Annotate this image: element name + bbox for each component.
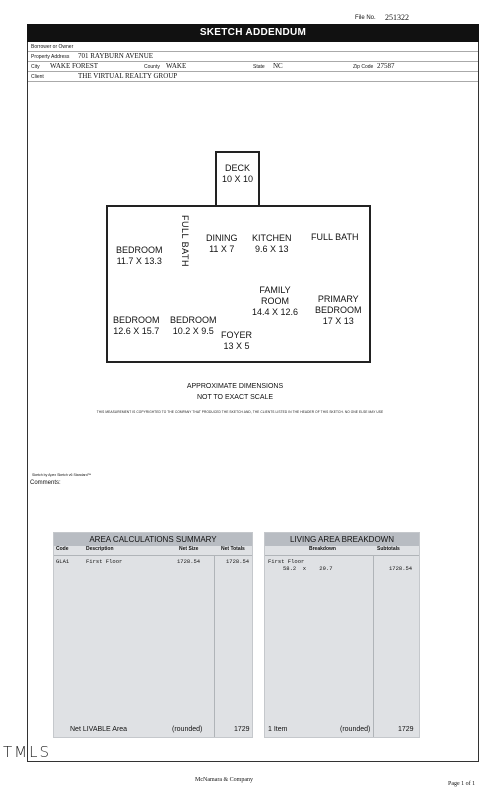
client-row [28,72,478,82]
totals-divider [214,555,215,737]
breakdown-calc: 58.2 x 29.7 [283,565,333,572]
room-primary-bedroom: PRIMARY BEDROOM 17 X 13 [315,294,362,326]
property-row [28,52,478,62]
page-title: SKETCH ADDENDUM [27,24,479,42]
county-value: WAKE [166,62,187,70]
comments-label: Comments: [30,480,61,486]
col-breakdown: Breakdown [309,546,336,552]
area-calculations-panel [53,532,253,738]
client-value: THE VIRTUAL REALTY GROUP [78,72,178,80]
floor-plan [106,205,371,363]
file-no-label: File No. [355,15,376,21]
col-net-totals: Net Totals [221,546,245,552]
county-label: County [144,64,160,70]
room-bedroom-2: BEDROOM 12.6 X 15.7 [113,315,160,336]
borrower-label: Borrower or Owner [31,44,74,50]
deck-outline [215,151,260,206]
room-kitchen: KITCHEN 9.6 X 13 [252,233,292,254]
state-value: NC [273,62,283,70]
city-value: WAKE FOREST [50,62,99,70]
room-full-bath: FULL BATH [311,232,359,242]
tmls-logo: TMLS [3,743,51,761]
living-area-panel [264,532,420,738]
subtotals-divider [373,555,374,737]
client-label: Client [31,74,44,80]
room-bedroom-3: BEDROOM 10.2 X 9.5 [170,315,217,336]
area-calculations-title: AREA CALCULATIONS SUMMARY [54,533,252,546]
room-foyer: FOYER 13 X 5 [221,330,253,351]
company-name: McNamara & Company [195,777,253,783]
city-row [28,62,478,72]
items-value: 1729 [398,726,414,733]
net-livable-label: Net LIVABLE Area [70,726,128,733]
header-divider [54,555,252,556]
col-code: Code [56,546,69,552]
room-dining: DINING 11 X 7 [206,233,238,254]
zip-label: Zip Code [353,64,374,70]
col-net-size: Net Size [179,546,199,552]
col-subtotals: Subtotals [377,546,400,552]
city-label: City [31,64,40,70]
scale-note-line-2: NOT TO EXACT SCALE [196,394,274,401]
items-rounded: (rounded) [340,726,371,733]
room-full-bath-vertical: FULL BATH [180,215,190,268]
borrower-row [28,42,478,52]
header-divider [265,555,419,556]
scale-note [150,381,320,403]
page-number: Page 1 of 1 [448,781,476,787]
row-description: First Floor [86,558,123,565]
room-family-room: FAMILY ROOM 14.4 X 12.6 [252,285,299,317]
breakdown-subtotal: 1728.54 [389,565,413,572]
state-label: State [253,64,265,70]
file-no-value: 251322 [385,13,409,22]
breakdown-label: First Floor [268,558,305,565]
zip-value: 27587 [377,62,395,70]
row-code: GLA1 [56,558,70,565]
copyright-note: THIS MEASUREMENT IS COPYRIGHTED TO THE COMPANY THAT PRODUCED THE SKETCH AND, THE CLIENTS LISTED IN THE HEADER OF THIS SKETCH. NO ONE ELSE MAY USE [96,410,384,414]
scale-note-line-1: APPROXIMATE DIMENSIONS [186,383,284,390]
sketch-software-note: Sketch by Apex Sketch v6 Standard™ [32,473,92,477]
row-net-totals: 1728.54 [226,558,250,565]
property-label: Property Address [31,54,70,60]
col-description: Description [86,546,114,552]
items-count: 1 Item [268,726,288,733]
property-info [27,42,479,82]
net-livable-rounded: (rounded) [172,726,203,733]
room-bedroom-1: BEDROOM 11.7 X 13.3 [116,245,163,266]
living-area-title: LIVING AREA BREAKDOWN [265,533,419,546]
deck-label: DECK 10 X 10 [221,163,254,184]
net-livable-value: 1729 [234,726,250,733]
row-net-size: 1728.54 [177,558,201,565]
property-value: 701 RAYBURN AVENUE [78,52,154,60]
